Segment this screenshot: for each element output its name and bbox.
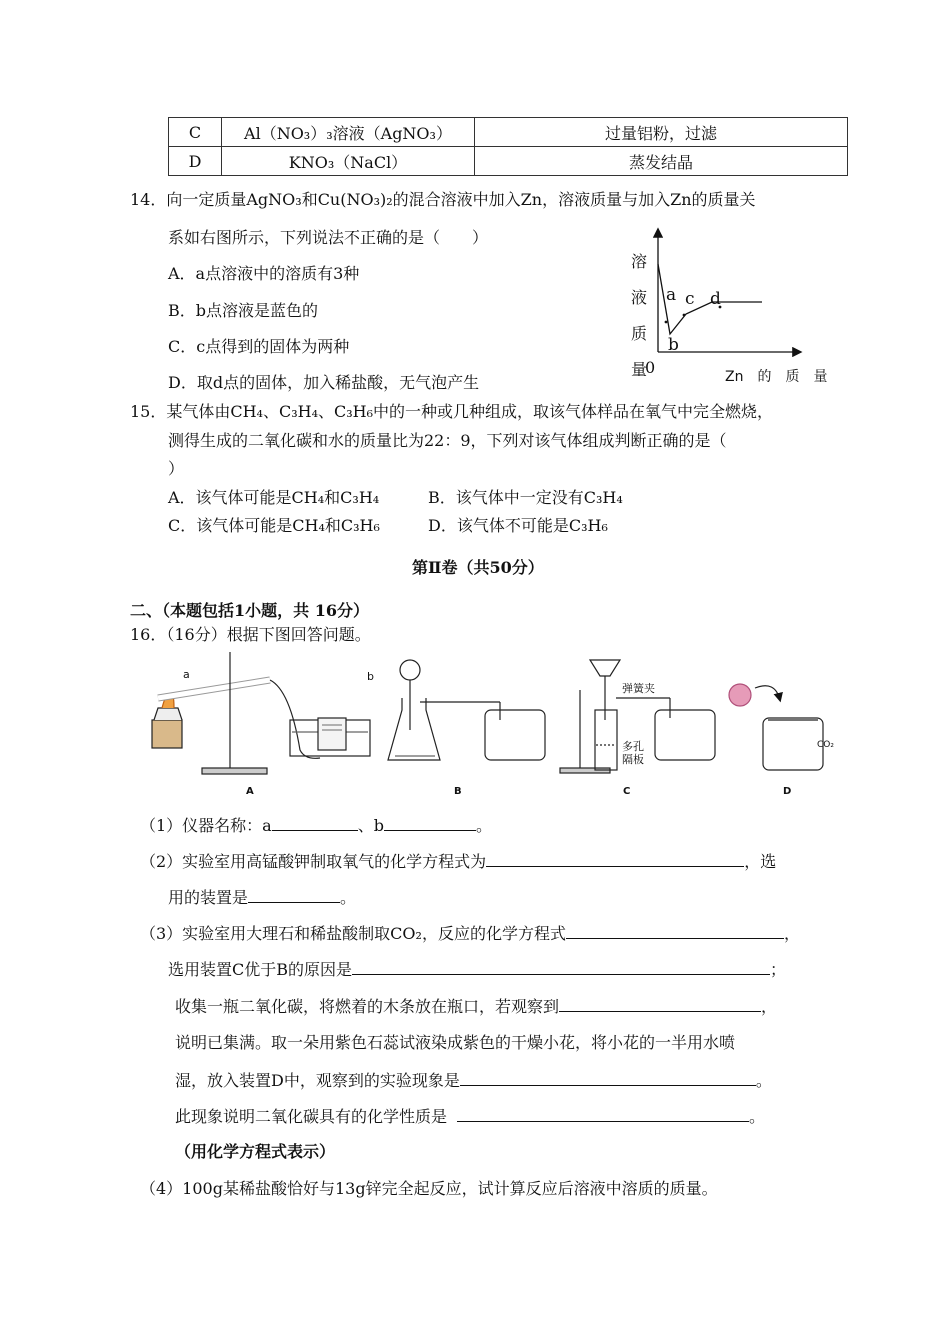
- q16-part3-line3: [175, 993, 777, 1017]
- label-co2: CO₂: [817, 740, 834, 750]
- table-cell-letter: C: [169, 118, 222, 147]
- q16-part3-reason-text: 选用装置C优于B的原因是: [168, 960, 353, 979]
- q16-part2-apparatus-end: 。: [340, 888, 357, 907]
- q15-line3: ）: [168, 459, 185, 478]
- q14-stem-line1: 14．向一定质量AgNO₃和Cu(NO₃)₂的混合溶液中加入Zn，溶液质量与加入Zn的质量关: [130, 190, 756, 209]
- label-apparatus-b: b: [367, 670, 374, 683]
- caption-d: D: [783, 786, 792, 797]
- graph-ylabel-2: 液: [631, 288, 648, 307]
- apparatus-figure: [140, 650, 860, 800]
- q16-part3-property-text: 此现象说明二氧化碳具有的化学性质是: [175, 1107, 448, 1126]
- apparatus-b-drawing: [388, 660, 545, 760]
- q16-part1: [140, 812, 492, 836]
- q16-part3-line4: 说明已集满。取一朵用紫色石蕊试液染成紫色的干燥小花，将小花的一半用水喷: [175, 1033, 736, 1052]
- answer-blank-o2-apparatus[interactable]: [248, 884, 340, 903]
- answer-blank-co2-equation[interactable]: [566, 920, 784, 939]
- answer-blank-full-observation[interactable]: [559, 993, 761, 1012]
- label-spring-clip: 弹簧夹: [622, 682, 655, 695]
- graph-point-a: a: [666, 285, 677, 305]
- table-cell-method: 过量铝粉，过滤: [475, 118, 848, 147]
- q16-part2-apparatus-text: 用的装置是: [168, 888, 249, 907]
- label-apparatus-a: a: [183, 668, 190, 681]
- q16-part3-line2: [168, 956, 786, 980]
- purification-table: [168, 117, 848, 176]
- graph-ylabel-3: 质: [631, 324, 648, 343]
- apparatus-d-drawing: [729, 684, 823, 770]
- answer-blank-chemical-property[interactable]: [457, 1103, 749, 1122]
- caption-a: A: [246, 786, 254, 797]
- answer-blank-kmno4-equation[interactable]: [486, 848, 744, 867]
- q16-part3-line5: [175, 1067, 772, 1091]
- q16-part3-observe-text: 收集一瓶二氧化碳，将燃着的木条放在瓶口，若观察到: [175, 997, 560, 1016]
- q15-option-b: B．该气体中一定没有C₃H₄: [428, 488, 623, 507]
- q14-option-a: A．a点溶液中的溶质有3种: [168, 264, 360, 283]
- q14-option-d: D．取d点的固体，加入稀盐酸，无气泡产生: [168, 373, 480, 392]
- q14-option-b: B．b点溶液是蓝色的: [168, 301, 319, 320]
- graph-ylabel-4: 量: [631, 360, 648, 379]
- table-row: [169, 147, 848, 176]
- table-cell-letter: D: [169, 147, 222, 176]
- q16-part1-end: 。: [475, 816, 492, 835]
- table-row: [169, 118, 848, 147]
- q16-part2-line2: [168, 884, 356, 908]
- table-cell-substance: KNO₃（NaCl）: [222, 147, 475, 176]
- part2-heading: 二、（本题包括1小题，共 16分）: [130, 601, 369, 620]
- q16-part3-reason-end: ；: [770, 960, 787, 979]
- label-porous-plate: 多孔隔板: [622, 740, 644, 766]
- table-cell-substance: Al（NO₃）₃溶液（AgNO₃）: [222, 118, 475, 147]
- q16-part3-line7: （用化学方程式表示）: [175, 1142, 336, 1161]
- q16-part1-mid: 、b: [357, 816, 384, 835]
- graph-xlabel: Zn 的 质 量: [725, 369, 828, 385]
- caption-c: C: [623, 786, 631, 797]
- point-a-dot: [665, 321, 668, 324]
- answer-blank-b[interactable]: [384, 812, 476, 831]
- q16-part3-phenomenon-end: 。: [755, 1071, 772, 1090]
- graph-ylabel-1: 溶: [631, 252, 648, 271]
- q16-part2-text-end: ，选: [744, 852, 777, 871]
- caption-b: B: [454, 786, 462, 797]
- q14-option-c: C．c点得到的固体为两种: [168, 337, 350, 356]
- q16-part3-line1: [140, 920, 800, 944]
- q16-part3-line6: [175, 1103, 765, 1127]
- point-c-dot: [683, 314, 686, 317]
- answer-blank-c-advantage[interactable]: [352, 956, 770, 975]
- q16-part3-observe-end: ，: [761, 997, 778, 1016]
- graph-point-b: b: [668, 335, 679, 355]
- q15-option-a: A．该气体可能是CH₄和C₃H₄: [168, 488, 380, 507]
- q16-part3-text: （3）实验室用大理石和稀盐酸制取CO₂，反应的化学方程式: [140, 924, 566, 943]
- q16-part2-line1: [140, 848, 776, 872]
- q15-option-d: D．该气体不可能是C₃H₆: [428, 516, 608, 535]
- q16-part3-property-end: 。: [749, 1107, 766, 1126]
- answer-blank-a[interactable]: [272, 812, 358, 831]
- graph-point-c: c: [685, 289, 695, 309]
- table-cell-method: 蒸发结晶: [475, 147, 848, 176]
- q15-option-c: C．该气体可能是CH₄和C₃H₆: [168, 516, 380, 535]
- q15-line2: 测得生成的二氧化碳和水的质量比为22：9，下列对该气体组成判断正确的是（: [168, 431, 727, 450]
- q16-stem: 16．（16分）根据下图回答问题。: [130, 625, 371, 644]
- graph-origin: 0: [645, 358, 656, 377]
- q14-stem-line2: 系如右图所示，下列说法不正确的是（ ）: [168, 228, 489, 247]
- q16-part3-text-end: ，: [783, 924, 800, 943]
- q15-line1: 15．某气体由CH₄、C₃H₄、C₃H₆中的一种或几种组成，取该气体样品在氧气中完全燃烧，: [130, 402, 774, 421]
- q16-part4: （4）100g某稀盐酸恰好与13g锌完全起反应，试计算反应后溶液中溶质的质量。: [140, 1179, 718, 1198]
- graph-point-d: d: [710, 289, 721, 309]
- q16-part1-prefix: （1）仪器名称：a: [140, 816, 272, 835]
- q16-part3-phenomenon-text: 湿，放入装置D中，观察到的实验现象是: [175, 1071, 460, 1090]
- section-title: 第Ⅱ卷（共50分）: [412, 558, 544, 577]
- answer-blank-phenomenon[interactable]: [460, 1067, 756, 1086]
- q16-part2-text: （2）实验室用高锰酸钾制取氧气的化学方程式为: [140, 852, 487, 871]
